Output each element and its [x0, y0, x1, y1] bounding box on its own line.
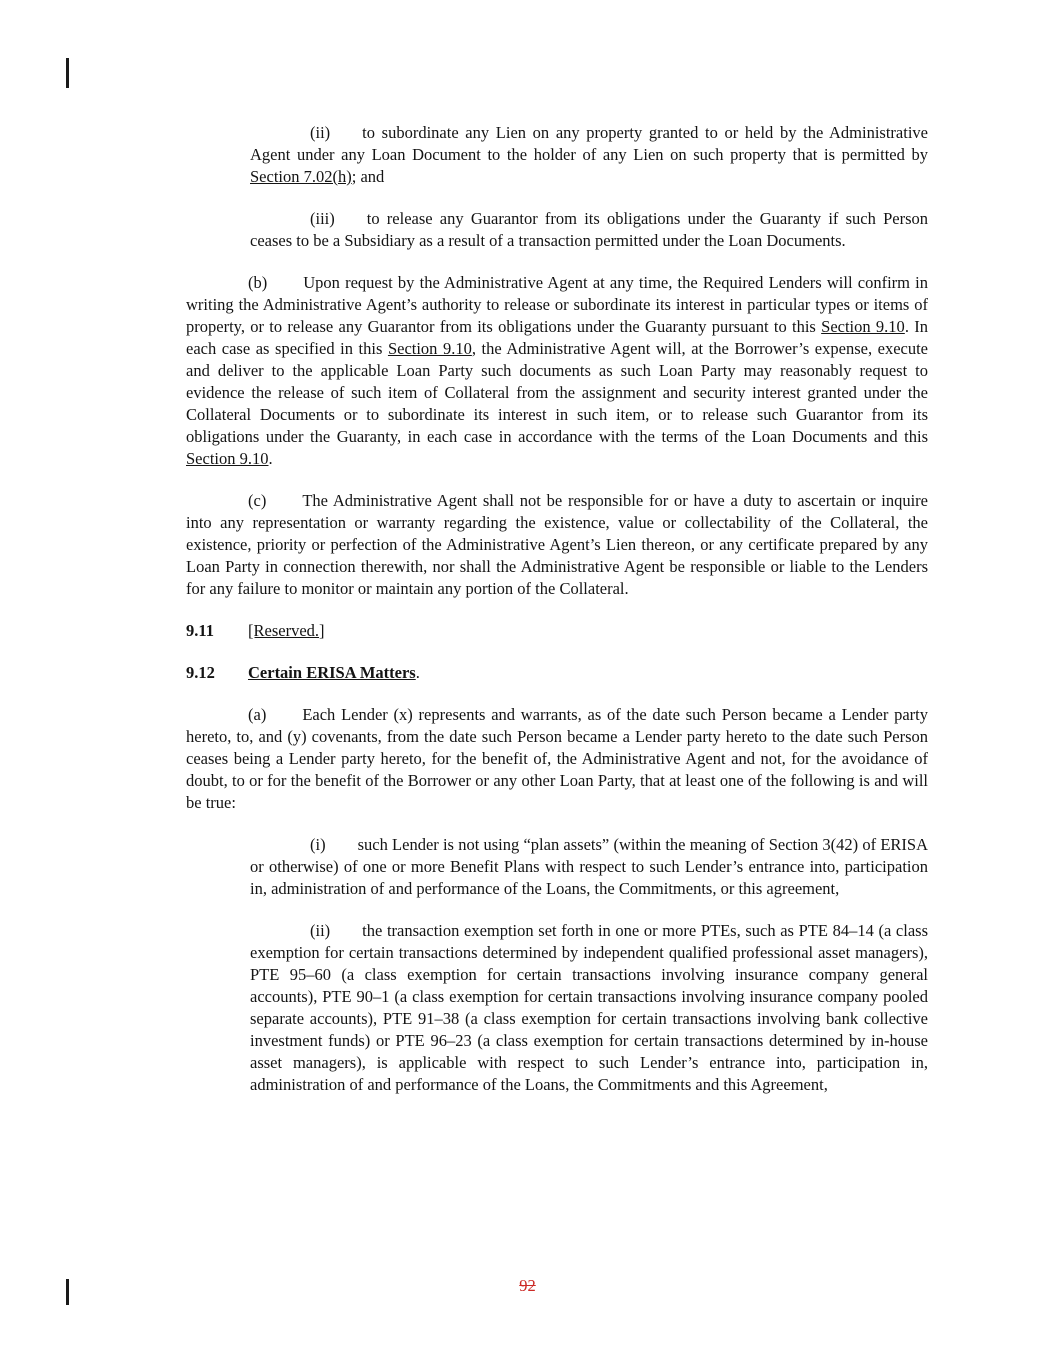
- section-9-11: [186, 620, 928, 642]
- paragraph-text: to subordinate any Lien on any property granted to or held by the Administrative Agent under any Loan Document to the holder of any Lien on such property that is permitted by Section 7.02(h); and: [250, 123, 928, 186]
- paragraph-a: [186, 704, 928, 814]
- paragraph-text: The Administrative Agent shall not be responsible for or have a duty to ascertain or inquire into any representation or warranty regarding the existence, value or collectability of the Collateral, the existence, priority or perfection of the Administrative Agent’s Lien thereon, or any certificate prepared by any Loan Party in connection therewith, nor shall the Administrative Agent be responsible or liable to the Lenders for any failure to monitor or maintain any portion of the Collateral.: [186, 491, 928, 598]
- section-number: 9.11: [186, 621, 214, 640]
- paragraph-iii: [250, 208, 928, 252]
- paragraph-text: Upon request by the Administrative Agent at any time, the Required Lenders will confirm in writing the Administrative Agent’s authority to release or subordinate its interest in particular types or items of property, or to release any Guarantor from its obligations under the Guaranty pursuant to this Section 9.10. In each case as specified in this Section 9.10, the Administrative Agent will, at the Borrower’s expense, execute and deliver to the applicable Loan Party such documents as such Loan Party may reasonably request to evidence the release of such item of Collateral from the assignment and security interest granted under the Collateral Documents or to subordinate its interest in such item, or to release such Guarantor from its obligations under the Guaranty, in each case in accordance with the terms of the Loan Documents and this Section 9.10.: [186, 273, 929, 468]
- paragraph-i: [250, 834, 928, 900]
- document-body: [186, 122, 928, 1096]
- paragraph-b: [186, 272, 928, 470]
- paragraph-text: the transaction exemption set forth in one or more PTEs, such as PTE 84–14 (a class exemption for certain transactions determined by independent qualified professional asset managers), PTE 95–60 (a class exemption for certain transactions involving insurance company general accounts), PTE 90–1 (a class exemption for certain transactions involving insurance company pooled separate accounts), PTE 91–38 (a class exemption for certain transactions involving bank collective investment funds) or PTE 96–23 (a class exemption for certain transactions determined by in-house asset managers), is applicable with respect to such Lender’s entrance into, participation in, administration of and performance of the Loans, the Commitments and this Agreement,: [250, 921, 928, 1094]
- paragraph-ii: [250, 122, 928, 188]
- paragraph-text: Each Lender (x) represents and warrants, as of the date such Person became a Lender party hereto, to, and (y) covenants, from the date such Person became a Lender party hereto to the date such Person ceases being a Lender party hereto, for the benefit of, the Administrative Agent and not, for the avoidance of doubt, to or for the benefit of the Borrower or any other Loan Party, that at least one of the following is and will be true:: [186, 705, 928, 812]
- paragraph-label: (b): [248, 273, 268, 292]
- section-9-12: [186, 662, 928, 684]
- section-number: 9.12: [186, 663, 215, 682]
- paragraph-text: such Lender is not using “plan assets” (within the meaning of Section 3(42) of ERISA or otherwise) of one or more Benefit Plans with respect to such Lender’s entrance into, participation in, administration of and performance of the Loans, the Commitments, or this agreement,: [250, 835, 928, 898]
- paragraph-text: to release any Guarantor from its obligations under the Guaranty if such Person ceases to be a Subsidiary as a result of a transaction permitted under the Loan Documents.: [250, 209, 928, 250]
- section-title: [Reserved.]: [248, 621, 325, 640]
- page-number: 92: [519, 1276, 536, 1295]
- paragraph-c: [186, 490, 928, 600]
- paragraph-ii-2: [250, 920, 928, 1096]
- paragraph-label: (ii): [310, 123, 331, 142]
- change-bar-top: [66, 58, 69, 88]
- paragraph-label: (iii): [310, 209, 335, 228]
- paragraph-label: (i): [310, 835, 326, 854]
- section-title: Certain ERISA Matters.: [248, 663, 420, 682]
- paragraph-label: (a): [248, 705, 267, 724]
- paragraph-label: (c): [248, 491, 267, 510]
- paragraph-label: (ii): [310, 921, 331, 940]
